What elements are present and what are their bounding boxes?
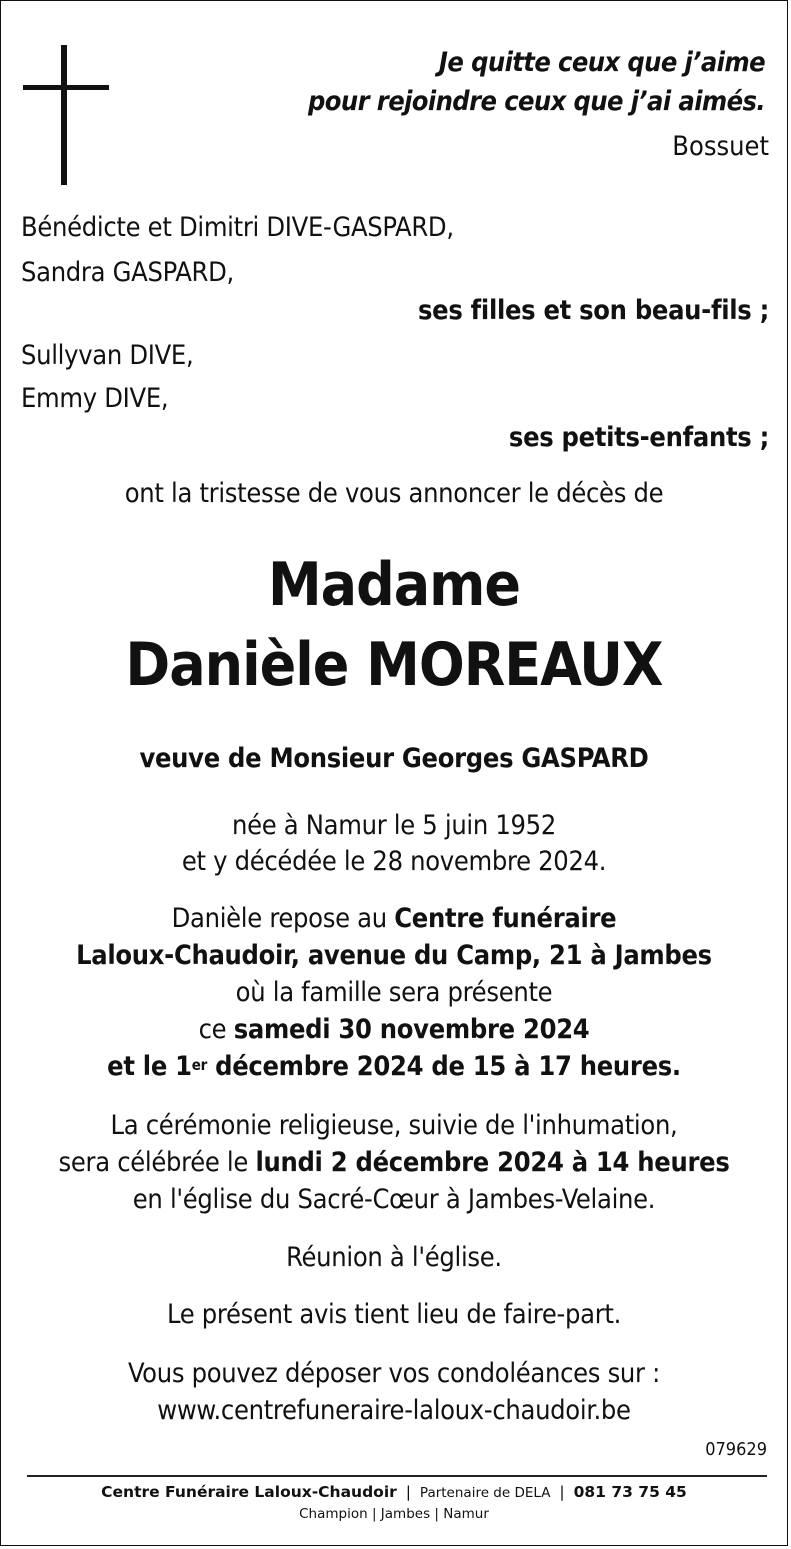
reference-number: 079629: [705, 1439, 767, 1460]
daughters-role: ses filles et son beau-fils ;: [418, 295, 769, 326]
grandchildren-role: ses petits-enfants ;: [508, 422, 769, 453]
visitation-superscript: er: [191, 1056, 207, 1074]
ceremony-line-1: La cérémonie religieuse, suivie de l'inhumation,: [110, 1110, 678, 1141]
visitation-date-2: [1, 1049, 787, 1085]
footer-divider: [27, 1475, 767, 1477]
death-info: et y décédée le 28 novembre 2024.: [181, 846, 607, 877]
footer-partner: Partenaire de DELA: [419, 1485, 551, 1501]
footer-locations: Champion | Jambes | Namur: [299, 1506, 489, 1522]
footer-phone: 081 73 75 45: [573, 1483, 687, 1501]
announcement: ont la tristesse de vous annoncer le décès de: [124, 478, 664, 509]
deceased-name: Danièle MOREAUX: [125, 630, 663, 700]
condolences-website: www.centrefuneraire-laloux-chaudoir.be: [157, 1395, 631, 1426]
visitation-intro: Danièle repose au: [171, 903, 395, 934]
ceremony-datetime: lundi 2 décembre 2024 à 14 heures: [255, 1147, 730, 1178]
quote: [308, 43, 765, 121]
visitation-and-prefix: et le 1: [107, 1051, 192, 1082]
visitation-ce: ce: [198, 1014, 234, 1045]
cross-icon: [61, 45, 67, 185]
grandchild-1: Sullyvan DIVE,: [21, 340, 194, 371]
visitation-date-1: [1, 1012, 787, 1048]
ceremony-line-3: en l'église du Sacré-Cœur à Jambes-Velaine.: [132, 1184, 656, 1215]
visitation-place-2: Laloux-Chaudoir, avenue du Camp, 21 à Jambes: [76, 940, 712, 971]
meeting: Réunion à l'église.: [286, 1242, 502, 1273]
cross-icon-bar: [23, 85, 109, 90]
grandchild-2: Emmy DIVE,: [21, 383, 169, 414]
birth-info: née à Namur le 5 juin 1952: [231, 810, 556, 841]
family-present: où la famille sera présente: [235, 977, 553, 1008]
visitation-place-1: Centre funéraire: [394, 903, 617, 934]
footer-separator: |: [405, 1483, 411, 1501]
visitation-date-1-value: samedi 30 novembre 2024: [233, 1014, 590, 1045]
deceased-title: Madame: [267, 550, 521, 620]
ceremony-prefix: sera célébrée le: [58, 1147, 256, 1178]
daughter-2: Sandra GASPARD,: [21, 257, 234, 288]
quote-line-2: pour rejoindre ceux que j’ai aimés.: [308, 86, 765, 117]
footer-company: Centre Funéraire Laloux-Chaudoir: [101, 1483, 397, 1501]
daughter-1: Bénédicte et Dimitri DIVE-GASPARD,: [21, 212, 454, 243]
footer-separator: |: [559, 1483, 565, 1501]
visitation-and-rest: décembre 2024 de 15 à 17 heures.: [206, 1051, 681, 1082]
visitation-line-1: [1, 901, 787, 937]
footer: [1, 1481, 787, 1504]
condolences-line: Vous pouvez déposer vos condoléances sur :: [127, 1358, 661, 1389]
widow-of: veuve de Monsieur Georges GASPARD: [139, 743, 649, 774]
ceremony-line-2: [1, 1145, 787, 1181]
quote-author: Bossuet: [672, 131, 769, 162]
quote-line-1: Je quitte ceux que j’aime: [438, 47, 765, 78]
faire-part-notice: Le présent avis tient lieu de faire-part.: [166, 1299, 622, 1330]
